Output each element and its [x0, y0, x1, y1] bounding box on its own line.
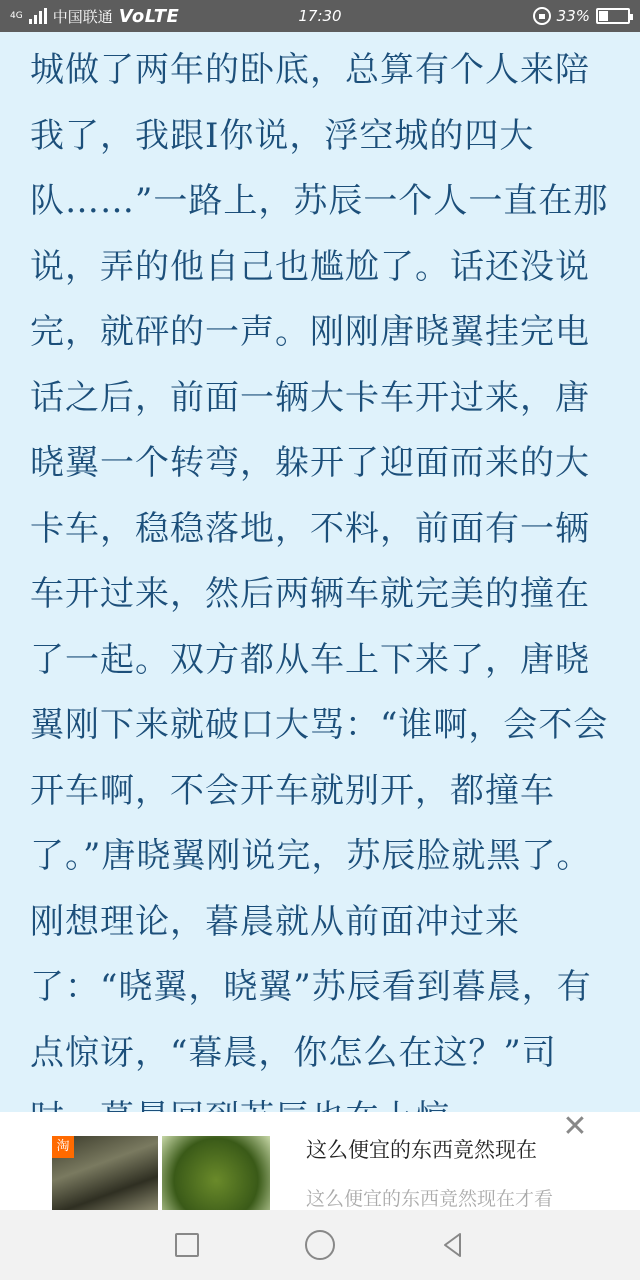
ad-title[interactable]: 这么便宜的东西竟然现在: [306, 1138, 537, 1162]
circle-icon: [305, 1230, 335, 1260]
home-button[interactable]: [300, 1225, 340, 1265]
ad-banner[interactable]: [0, 1109, 640, 1210]
back-triangle-icon: [438, 1230, 468, 1260]
square-icon: [175, 1233, 199, 1257]
carrier-name: 中国联通: [52, 7, 113, 26]
close-icon[interactable]: ✕: [562, 1109, 588, 1144]
clock: 17:30: [298, 7, 342, 25]
battery-percent: 33%: [556, 7, 590, 25]
ad-image-kelp: [162, 1136, 270, 1210]
status-right: [533, 7, 630, 25]
battery-fill: [599, 11, 608, 21]
chapter-text: 城做了两年的卧底，总算有个人来陪我了，我跟I你说，浮空城的四大队……”一路上，苏辰一个人一直在那说，弄的他自己也尴尬了。话还没说完，就砰的一声。刚刚唐晓翼挂完电话之后，前面一辆大卡车开过来，唐晓翼一个转弯，躲开了迎面而来的大卡车，稳稳落地，不料，前面有一辆车开过来，然后两辆车就完美的撞在了一起。双方都从车上下来了，唐晓翼刚下来就破口大骂：“谁啊，会不会开车啊，不会开车就别开，都撞车了。”唐晓翼刚说完，苏辰脸就黑了。刚想理论，暮晨就从前面冲过来了：“晓翼，晓翼”苏辰看到暮晨，有点惊讶，“暮晨，你怎么在这？”司: [30, 50, 609, 1073]
battery-icon: [596, 8, 630, 24]
status-left: [10, 6, 179, 27]
rotation-lock-icon: [533, 7, 551, 25]
navigation-bar: [0, 1210, 640, 1280]
ad-subtitle[interactable]: 这么便宜的东西竟然现在才看: [306, 1188, 554, 1210]
back-button[interactable]: [433, 1225, 473, 1265]
reader-page[interactable]: [0, 32, 640, 1112]
network-type: 4G: [10, 10, 23, 21]
signal-icon: [29, 8, 47, 24]
status-bar: [0, 0, 640, 32]
volte-label: VoLTE: [118, 5, 180, 27]
ad-thumbnail[interactable]: [52, 1136, 270, 1210]
recent-apps-button[interactable]: [167, 1225, 207, 1265]
taobao-badge-icon: 淘: [52, 1136, 74, 1158]
